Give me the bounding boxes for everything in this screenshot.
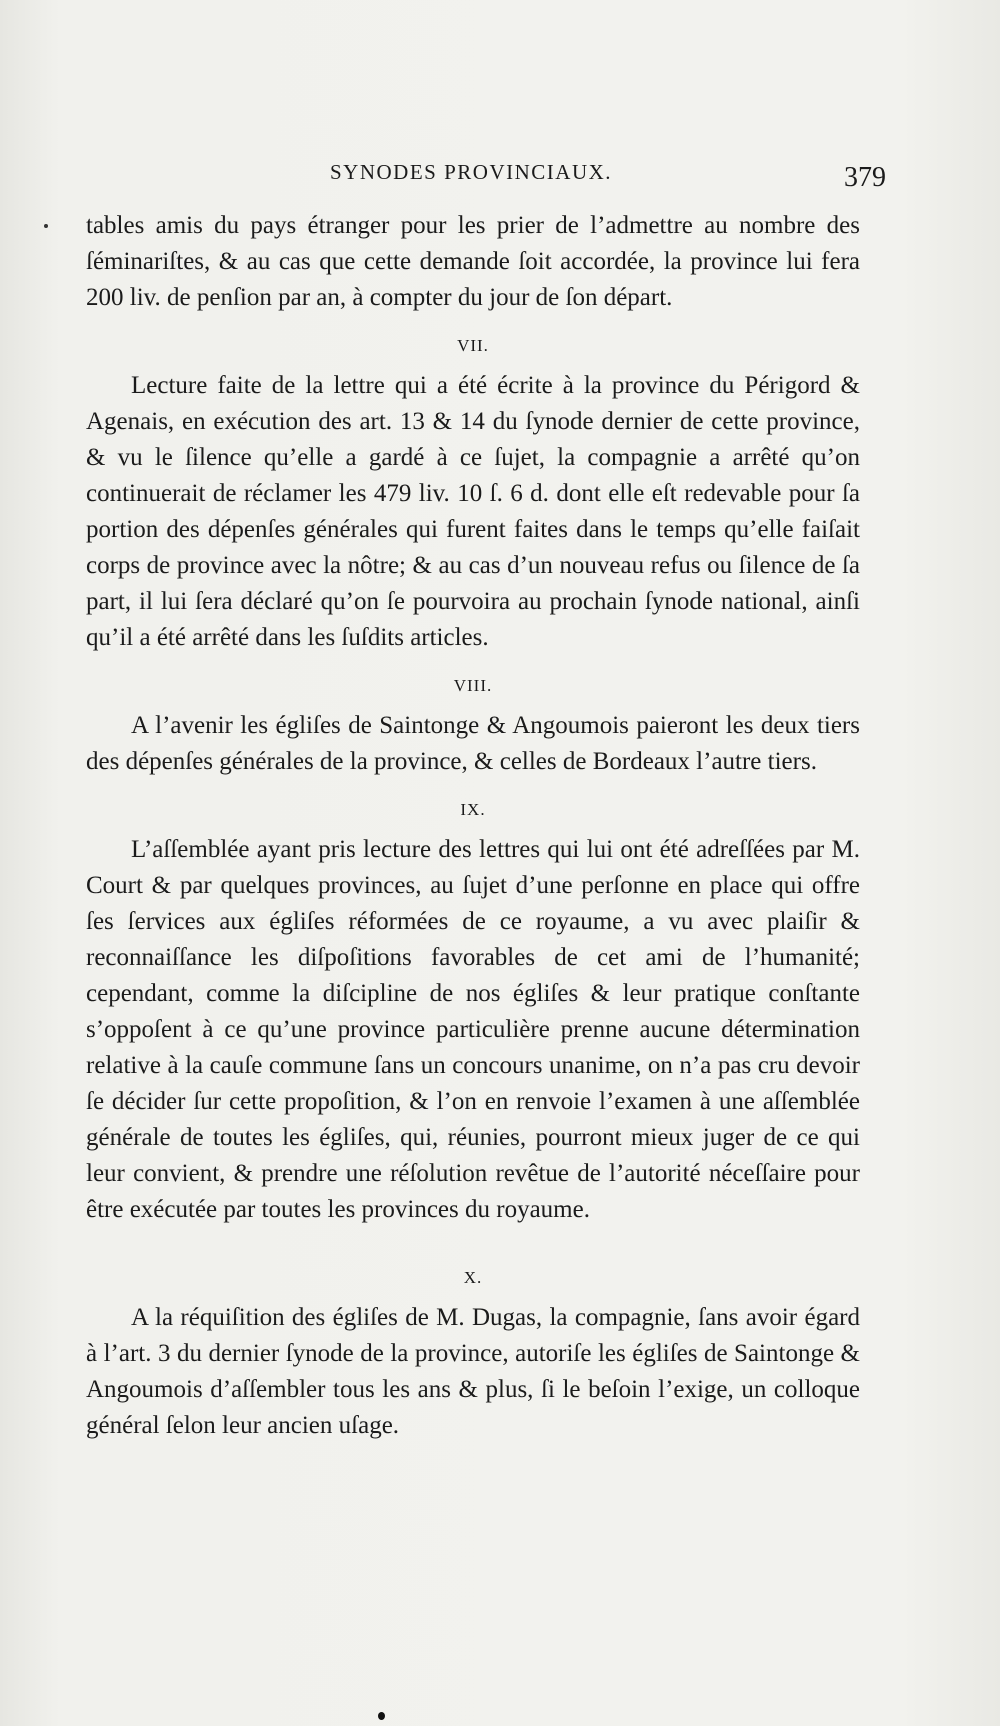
section-heading-ix: IX. [460,800,486,819]
body-text [86,208,860,1444]
paragraph-continuation: tables amis du pays étranger pour les prier de l’admettre au nombre des ſéminariſtes, & au cas que cette demande ſoit accordée, la province lui fera 200 liv. de penſion par an, à compter du jour de ſon départ. [86,212,860,311]
paragraph-section-x: A la réquiſition des égliſes de M. Dugas, la compagnie, ſans avoir égard à l’art. 3 du dernier ſynode de la province, autoriſe les égliſes de Saintonge & Angoumois d’aſſembler tous les ans & plus, ſi le beſoin l’exige, un colloque général ſelon leur ancien uſage. [86,1304,860,1439]
page-header [86,156,886,196]
paragraph-section-ix: L’aſſemblée ayant pris lecture des lettres qui lui ont été adreſſées par M. Court & par quelques provinces, au ſujet d’une perſonne en place qui offre ſes ſervices aux égliſes réformées de ce royaume, a vu avec plaiſir & reconnaiſſance les diſpoſitions favorables de cet ami de l’humanité; cependant, comme la diſcipline de nos égliſes & leur pratique conſtante s’oppoſent à ce qu’une province particulière prenne aucune détermination relative à la cauſe commune ſans un concours unanime, on n’a pas cru devoir ſe décider ſur cette propoſition, & l’on en renvoie l’examen à une aſſemblée générale de toutes les égliſes, qui, réunies, pourront mieux juger de ce qui leur convient, & prendre une réſolution revêtue de l’autorité néceſſaire pour être exécutée par toutes les provinces du royaume. [86,836,860,1223]
running-title: SYNODES PROVINCIAUX. [330,160,613,184]
margin-mark [44,224,48,228]
section-heading-vii: VII. [457,336,489,355]
paragraph-section-vii: Lecture faite de la lettre qui a été écrite à la province du Périgord & Agenais, en exécution des art. 13 & 14 du ſynode dernier de cette province, & vu le ſilence qu’elle a gardé à ce ſujet, la compagnie a arrêté qu’on continuerait de réclamer les 479 liv. 10 ſ. 6 d. dont elle eſt redevable pour ſa portion des dépenſes générales qui furent faites dans le temps qu’elle faiſait corps de province avec la nôtre; & au cas d’un nouveau refus ou ſilence de ſa part, il lui ſera déclaré qu’on ſe pourvoira au prochain ſynode national, ainſi qu’il a été arrêté dans les ſuſdits articles. [86,372,860,651]
ink-speck [378,1712,385,1720]
section-heading-x: X. [463,1268,483,1287]
page-number: 379 [844,162,886,193]
section-heading-viii: VIII. [453,676,493,695]
paragraph-section-viii: A l’avenir les égliſes de Saintonge & Angoumois paieront les deux tiers des dépenſes générales de la province, & celles de Bordeaux l’autre tiers. [86,712,860,775]
